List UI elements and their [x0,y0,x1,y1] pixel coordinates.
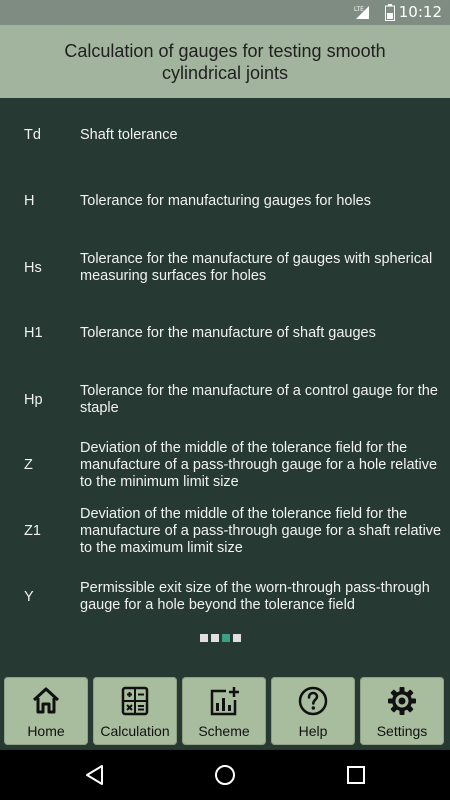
bottom-tab-bar [0,673,450,749]
clock: 10:12 [398,3,442,21]
definitions-list[interactable] [0,98,450,673]
symbol-label: H [24,193,35,209]
page-dot[interactable] [222,634,230,642]
lte-signal-icon [354,4,370,20]
description-label: Shaft tolerance [80,127,178,143]
description-label: Tolerance for the manufacture of a control gauge for the staple [80,383,438,416]
page-dot[interactable] [233,634,241,642]
status-bar [0,0,450,25]
gear-icon [386,685,418,717]
help-icon [297,685,329,717]
chart-add-icon [208,685,240,717]
calculator-icon [119,685,151,717]
description-label: Deviation of the middle of the tolerance field for the manufacture of a pass-through gauge for a shaft relative to the maximum limit size [80,506,442,556]
description-label: Deviation of the middle of the tolerance field for the manufacture of a pass-through gauge for a hole relative to the minimum limit size [80,440,438,490]
page-dot[interactable] [200,634,208,642]
description-label: Permissible exit size of the worn-through pass-through gauge for a hole beyond the tolerance field [80,580,430,613]
description-label: Tolerance for the manufacture of gauges with spherical measuring surfaces for holes [80,251,433,284]
tab-label: Help [298,723,328,739]
tab-label: Calculation [100,723,170,739]
symbol-label: Z [24,457,33,473]
svg-text:LTE: LTE [354,6,364,13]
home-nav-icon[interactable] [213,763,237,787]
tab-scheme[interactable] [182,677,266,745]
tab-label: Home [27,723,65,739]
symbol-label: Hp [24,392,43,408]
tab-help[interactable] [271,677,355,745]
symbol-label: H1 [24,325,43,341]
tab-settings[interactable] [360,677,444,745]
symbol-label: Td [24,127,41,143]
symbol-label: Z1 [24,523,41,539]
description-label: Tolerance for manufacturing gauges for holes [80,193,371,209]
symbol-label: Y [24,589,34,605]
home-icon [30,685,62,717]
page-indicator [200,634,241,642]
tab-label: Settings [376,723,428,739]
tab-calculation[interactable] [93,677,177,745]
tab-home[interactable] [4,677,88,745]
symbol-label: Hs [24,260,42,276]
system-nav-bar [0,750,450,800]
page-dot[interactable] [211,634,219,642]
page-title: Calculation of gauges for testing smooth cylindrical joints [64,40,386,83]
tab-label: Scheme [198,723,250,739]
battery-icon [385,4,395,21]
back-icon[interactable] [83,763,107,787]
description-label: Tolerance for the manufacture of shaft gauges [80,325,376,341]
app-header [0,25,450,99]
recents-icon[interactable] [344,763,368,787]
